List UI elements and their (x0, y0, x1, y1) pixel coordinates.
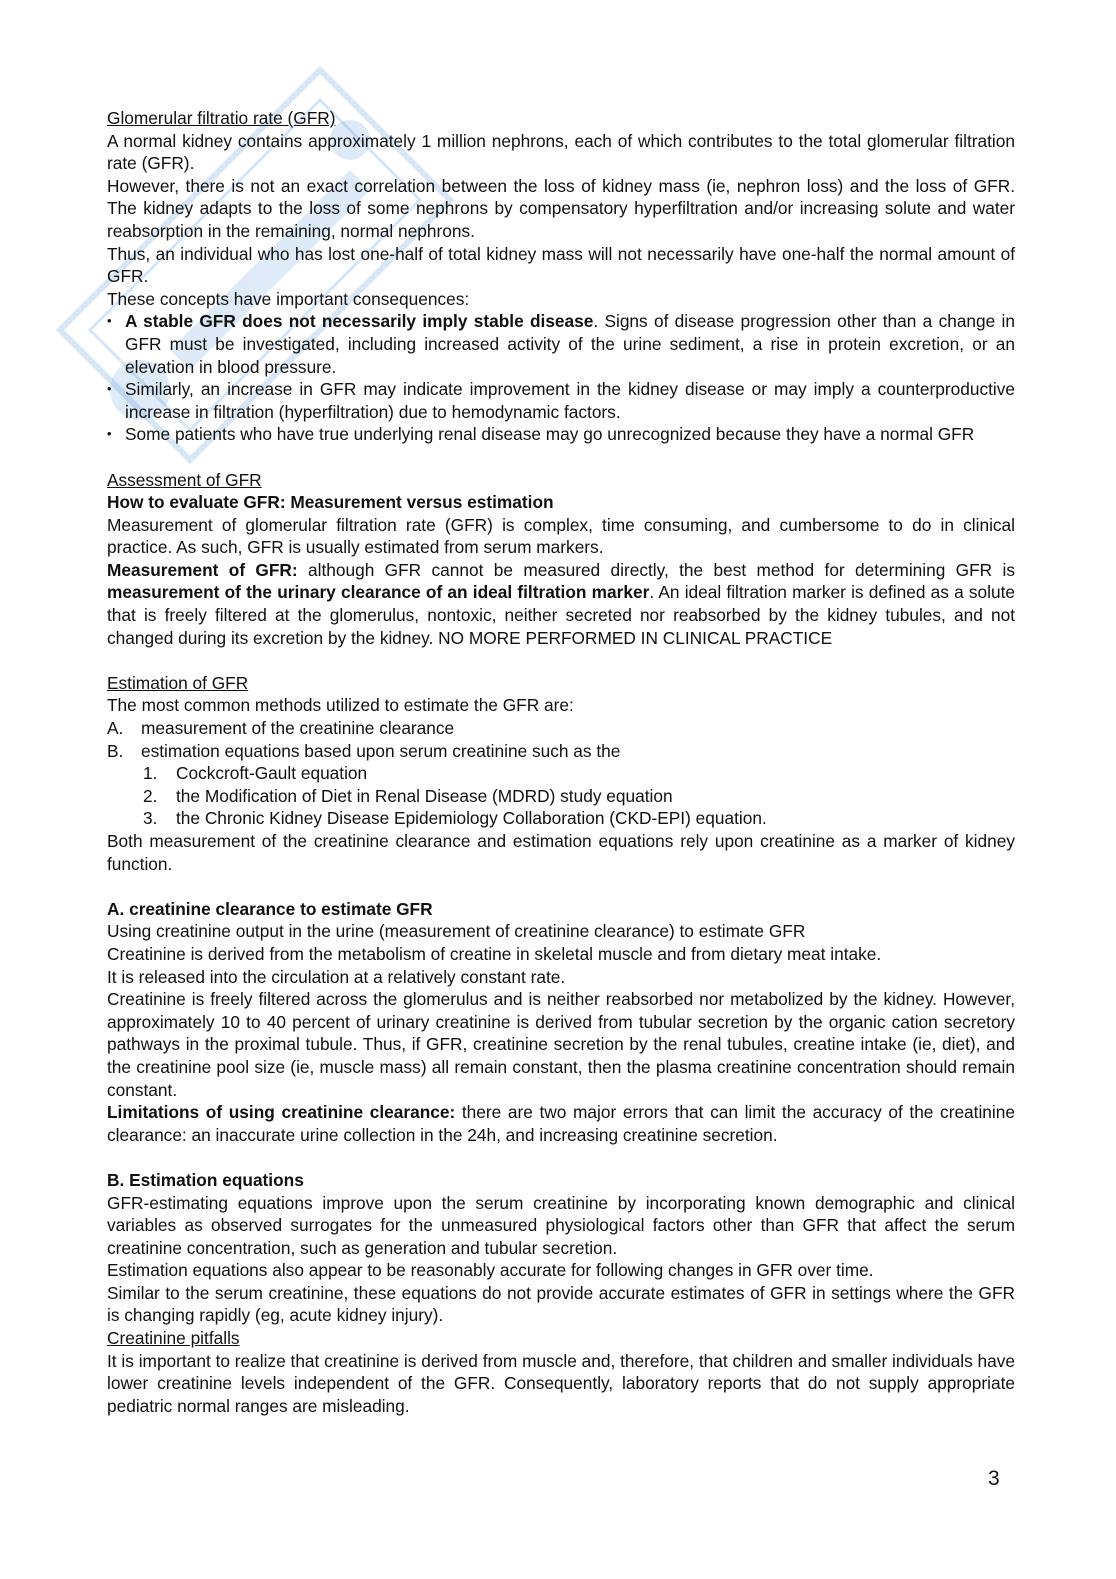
paragraph: Similar to the serum creatinine, these equations do not provide accurate estimates of GFR in settings where the GFR is changing rapidly (eg, acute kidney injury). (107, 1282, 1015, 1326)
equations-list (107, 762, 1015, 830)
paragraph: GFR-estimating equations improve upon the serum creatinine by incorporating known demographic and clinical variables as observed surrogates for the unmeasured physiological factors other than GFR that affect the serum creatinine concentration, such as generation and tubular secretion. (107, 1192, 1015, 1258)
paragraph: It is important to realize that creatinine is derived from muscle and, therefore, that children and smaller individuals have lower creatinine levels independent of the GFR. Consequently, laboratory reports that do not supply appropriate pediatric normal ranges are misleading. (107, 1350, 1015, 1416)
paragraph: Thus, an individual who has lost one-half of total kidney mass will not necessarily have one-half the normal amount of GFR. (107, 243, 1015, 287)
paragraph: Measurement of GFR: although GFR cannot be measured directly, the best method for determining GFR is measurement of the urinary clearance of an ideal filtration marker. An ideal filtration marker is defined as a solute that is freely filtered at the glomerulus, nontoxic, neither secreted nor reabsorbed by the kidney tubules, and not changed during its excretion by the kidney. NO MORE PERFORMED IN CLINICAL PRACTICE (107, 559, 1015, 648)
list-item: B. estimation equations based upon serum creatinine such as the (107, 740, 621, 761)
list-item: • A stable GFR does not necessarily imply stable disease. Signs of disease progression other than a change in GFR must be investigated, including increased activity of the urine sediment, a rise in protein excretion, or an elevation in blood pressure. (107, 310, 1015, 378)
paragraph: Both measurement of the creatinine clearance and estimation equations rely upon creatinine as a marker of kidney function. (107, 831, 1015, 874)
paragraph: Creatinine is derived from the metabolism of creatine in skeletal muscle and from dietary meat intake. (107, 943, 882, 964)
section-title-assessment: Assessment of GFR (107, 469, 262, 490)
paragraph: These concepts have important consequences: (107, 288, 470, 309)
list-item: 2. the Modification of Diet in Renal Disease (MDRD) study equation (143, 785, 673, 806)
paragraph: The most common methods utilized to estimate the GFR are: (107, 695, 574, 716)
list-item: 3. the Chronic Kidney Disease Epidemiology Collaboration (CKD-EPI) equation. (143, 808, 767, 829)
paragraph: However, there is not an exact correlation between the loss of kidney mass (ie, nephron loss) and the loss of GFR. The kidney adapts to the loss of some nephrons by compensatory hyperfiltration and/or increasing solute and water reabsorption in the remaining, normal nephrons. (107, 175, 1015, 241)
heading-estimation-equations: B. Estimation equations (107, 1169, 304, 1190)
list-item: 1. Cockcroft-Gault equation (143, 763, 368, 784)
list-item: • Similarly, an increase in GFR may indicate improvement in the kidney disease or may imply a counterproductive increase in filtration (hyperfiltration) due to hemodynamic factors. (107, 378, 1015, 423)
methods-list (107, 717, 1015, 762)
paragraph: A normal kidney contains approximately 1 million nephrons, each of which contributes to the total glomerular filtration rate (GFR). (107, 130, 1015, 174)
paragraph: Measurement of glomerular filtration rate (GFR) is complex, time consuming, and cumbersome to do in clinical practice. As such, GFR is usually estimated from serum markers. (107, 514, 1015, 558)
bold-phrase: A stable GFR does not necessarily imply stable disease (125, 311, 594, 332)
subheading-creatinine-pitfalls: Creatinine pitfalls (107, 1328, 240, 1349)
paragraph: It is released into the circulation at a relatively constant rate. (107, 966, 566, 987)
document-page (107, 107, 1015, 1417)
paragraph: Estimation equations also appear to be reasonably accurate for following changes in GFR over time. (107, 1260, 874, 1281)
section-title-gfr: Glomerular filtratio rate (GFR) (107, 108, 336, 128)
heading-measurement-vs-estimation: How to evaluate GFR: Measurement versus estimation (107, 492, 554, 513)
consequences-list (107, 310, 1015, 446)
list-item: A. measurement of the creatinine clearance (107, 718, 455, 739)
page-number: 3 (988, 1467, 1000, 1490)
paragraph: Using creatinine output in the urine (measurement of creatinine clearance) to estimate GFR (107, 921, 806, 942)
heading-creatinine-clearance: A. creatinine clearance to estimate GFR (107, 898, 433, 919)
paragraph: Limitations of using creatinine clearance: there are two major errors that can limit the accuracy of the creatinine clearance: an inaccurate urine collection in the 24h, and increasing creatinine secretion. (107, 1102, 1015, 1145)
paragraph: Creatinine is freely filtered across the glomerulus and is neither reabsorbed nor metabolized by the kidney. However, approximately 10 to 40 percent of urinary creatinine is derived from tubular secretion by the organic cation secretory pathways in the proximal tubule. Thus, if GFR, creatinine secretion by the renal tubules, creatine intake (ie, diet), and the creatinine pool size (ie, muscle mass) all remain constant, then the plasma creatinine concentration should remain constant. (107, 989, 1015, 1100)
section-title-estimation: Estimation of GFR (107, 672, 249, 693)
list-item: • Some patients who have true underlying renal disease may go unrecognized because they have a normal GFR (107, 423, 1015, 446)
